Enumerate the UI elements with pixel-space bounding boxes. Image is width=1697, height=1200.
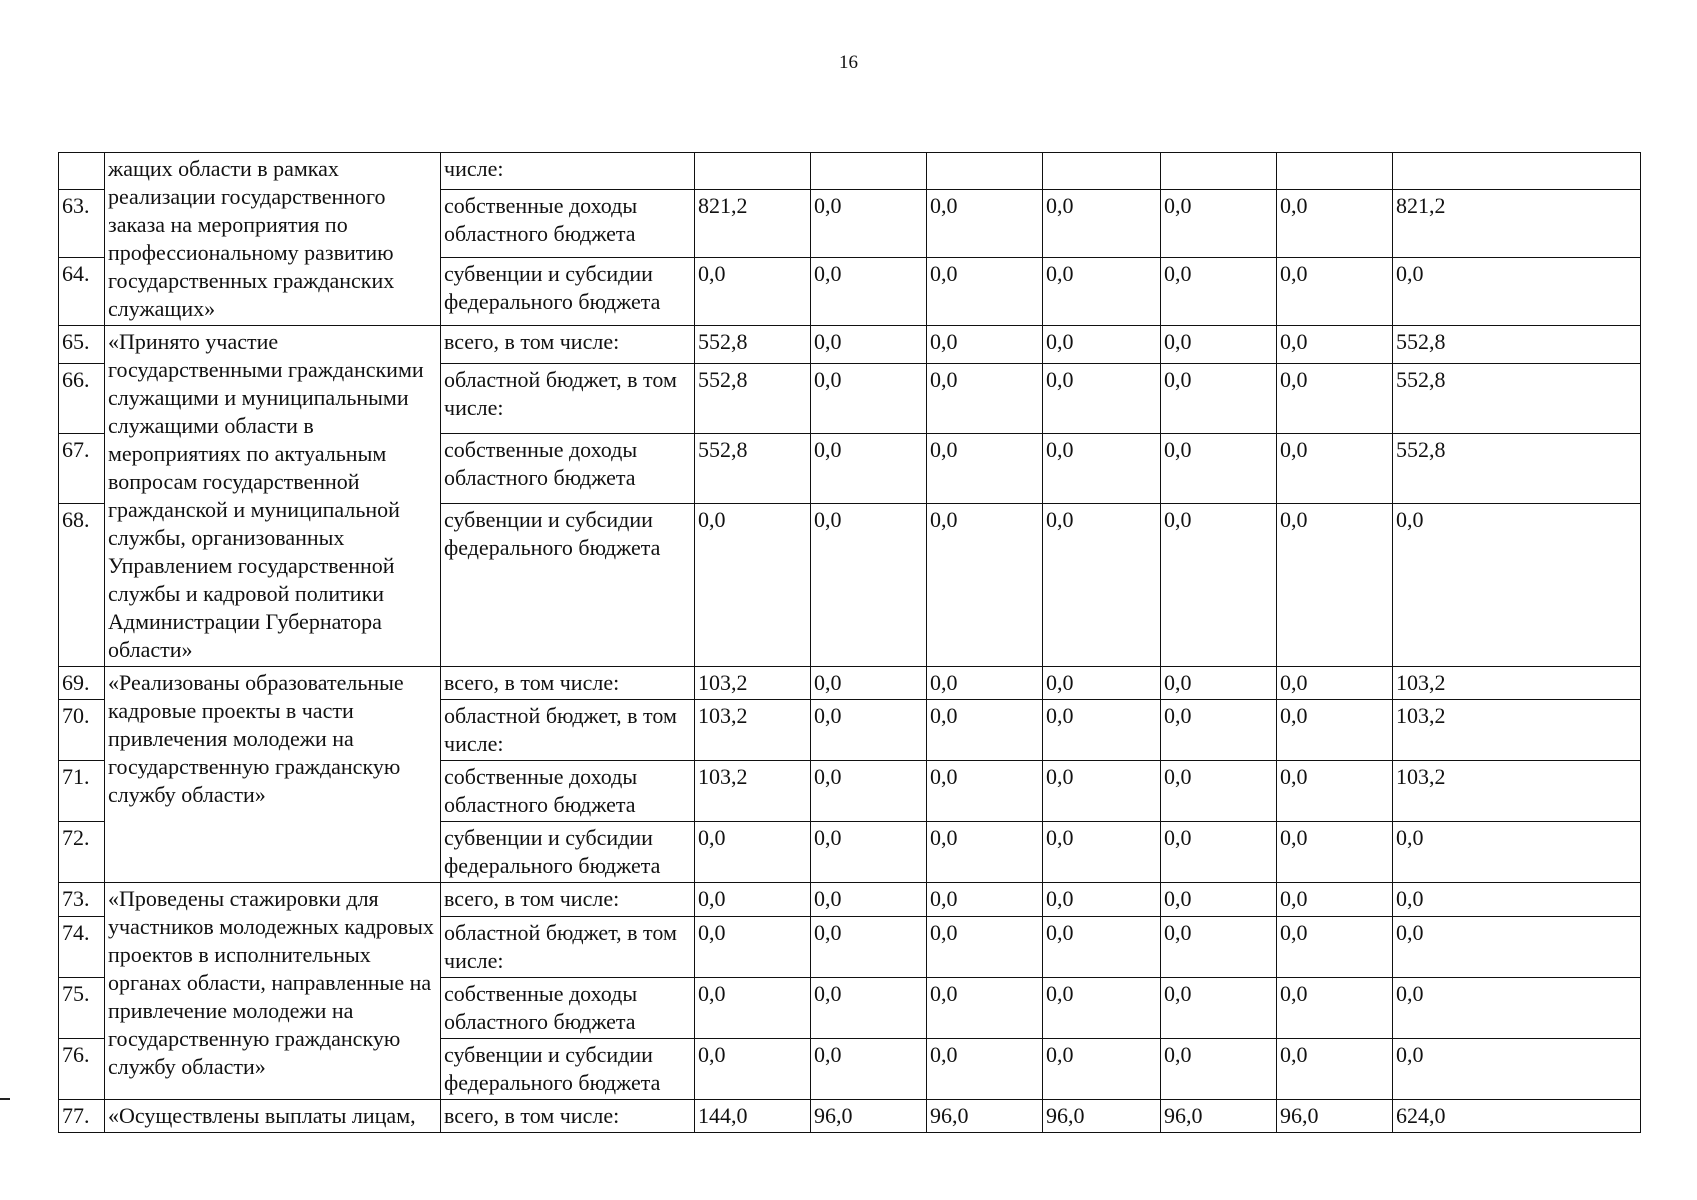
total-value-cell: 0,0 <box>1393 822 1641 883</box>
event-description: «Проведены стажировки для участников молодежных кадровых проектов в исполнительных органах области, направленные на привлечение молодежи на государственную гражданскую службу области» <box>105 883 441 1100</box>
year-value-cell: 0,0 <box>927 503 1043 666</box>
funding-source-label: областной бюджет, в том числе: <box>441 363 695 433</box>
year-value-cell: 0,0 <box>695 503 811 666</box>
year-value-cell <box>811 153 927 190</box>
funding-source-label: числе: <box>441 153 695 190</box>
year-value-cell: 0,0 <box>927 363 1043 433</box>
year-value-cell: 0,0 <box>1277 189 1393 257</box>
funding-source-label: всего, в том числе: <box>441 1100 695 1133</box>
year-value-cell: 0,0 <box>1161 1039 1277 1100</box>
year-value-cell: 0,0 <box>927 978 1043 1039</box>
year-value-cell: 0,0 <box>811 257 927 325</box>
year-value-cell: 103,2 <box>695 700 811 761</box>
total-value-cell <box>1393 153 1641 190</box>
year-value-cell: 0,0 <box>811 363 927 433</box>
year-value-cell <box>927 153 1043 190</box>
year-value-cell: 0,0 <box>927 667 1043 700</box>
year-value-cell: 0,0 <box>1161 917 1277 978</box>
year-value-cell <box>1161 153 1277 190</box>
table-row <box>59 153 1641 190</box>
table-row <box>59 883 1641 917</box>
total-value-cell: 0,0 <box>1393 503 1641 666</box>
table-row <box>59 1100 1641 1133</box>
year-value-cell: 0,0 <box>927 326 1043 364</box>
row-number: 71. <box>59 761 105 822</box>
row-number: 70. <box>59 700 105 761</box>
year-value-cell: 0,0 <box>1161 978 1277 1039</box>
row-number: 77. <box>59 1100 105 1133</box>
year-value-cell: 0,0 <box>695 978 811 1039</box>
year-value-cell: 0,0 <box>811 978 927 1039</box>
row-number: 74. <box>59 917 105 978</box>
row-number: 72. <box>59 822 105 883</box>
event-description: «Принято участие государственными гражданскими служащими и муниципальными служащими области в мероприятиях по актуальным вопросам государственной гражданской и муниципальной службы, организованных Управлением государственной службы и кадровой политики Администрации Губернатора области» <box>105 326 441 667</box>
funding-source-label: субвенции и субсидии федерального бюджета <box>441 503 695 666</box>
year-value-cell: 0,0 <box>1043 433 1161 503</box>
year-value-cell: 0,0 <box>1277 883 1393 917</box>
year-value-cell: 0,0 <box>1161 503 1277 666</box>
row-number: 69. <box>59 667 105 700</box>
event-description: «Реализованы образовательные кадровые проекты в части привлечения молодежи на государственную гражданскую службу области» <box>105 667 441 883</box>
total-value-cell: 0,0 <box>1393 978 1641 1039</box>
year-value-cell: 0,0 <box>1277 503 1393 666</box>
row-number: 67. <box>59 433 105 503</box>
total-value-cell: 0,0 <box>1393 257 1641 325</box>
budget-table <box>58 152 1641 1133</box>
year-value-cell: 0,0 <box>927 883 1043 917</box>
year-value-cell: 96,0 <box>927 1100 1043 1133</box>
year-value-cell: 821,2 <box>695 189 811 257</box>
year-value-cell: 0,0 <box>1161 257 1277 325</box>
funding-source-label: собственные доходы областного бюджета <box>441 761 695 822</box>
year-value-cell: 0,0 <box>811 667 927 700</box>
year-value-cell: 96,0 <box>1043 1100 1161 1133</box>
year-value-cell: 0,0 <box>1277 700 1393 761</box>
year-value-cell: 0,0 <box>695 917 811 978</box>
funding-source-label: субвенции и субсидии федерального бюджета <box>441 822 695 883</box>
year-value-cell: 0,0 <box>695 822 811 883</box>
funding-source-label: собственные доходы областного бюджета <box>441 189 695 257</box>
funding-source-label: собственные доходы областного бюджета <box>441 433 695 503</box>
row-number: 64. <box>59 257 105 325</box>
year-value-cell <box>1043 153 1161 190</box>
year-value-cell: 144,0 <box>695 1100 811 1133</box>
page-number: 16 <box>839 52 858 73</box>
total-value-cell: 821,2 <box>1393 189 1641 257</box>
year-value-cell: 0,0 <box>927 761 1043 822</box>
year-value-cell: 0,0 <box>811 433 927 503</box>
year-value-cell: 0,0 <box>1277 917 1393 978</box>
year-value-cell: 0,0 <box>1043 822 1161 883</box>
row-number: 63. <box>59 189 105 257</box>
year-value-cell: 0,0 <box>1277 667 1393 700</box>
row-number: 73. <box>59 883 105 917</box>
year-value-cell: 0,0 <box>1043 883 1161 917</box>
year-value-cell: 552,8 <box>695 363 811 433</box>
year-value-cell: 0,0 <box>695 257 811 325</box>
total-value-cell: 552,8 <box>1393 363 1641 433</box>
year-value-cell: 0,0 <box>695 1039 811 1100</box>
year-value-cell: 0,0 <box>811 1039 927 1100</box>
year-value-cell: 0,0 <box>1161 761 1277 822</box>
year-value-cell <box>1277 153 1393 190</box>
funding-source-label: субвенции и субсидии федерального бюджета <box>441 257 695 325</box>
year-value-cell: 0,0 <box>1277 978 1393 1039</box>
year-value-cell: 0,0 <box>1043 978 1161 1039</box>
year-value-cell: 0,0 <box>1043 503 1161 666</box>
year-value-cell: 0,0 <box>1277 822 1393 883</box>
total-value-cell: 0,0 <box>1393 1039 1641 1100</box>
year-value-cell: 96,0 <box>1277 1100 1393 1133</box>
total-value-cell: 552,8 <box>1393 433 1641 503</box>
year-value-cell: 0,0 <box>1043 917 1161 978</box>
year-value-cell: 0,0 <box>1161 700 1277 761</box>
year-value-cell: 96,0 <box>811 1100 927 1133</box>
row-number: 75. <box>59 978 105 1039</box>
year-value-cell: 0,0 <box>1277 326 1393 364</box>
year-value-cell: 0,0 <box>1277 1039 1393 1100</box>
year-value-cell: 96,0 <box>1161 1100 1277 1133</box>
row-number: 65. <box>59 326 105 364</box>
year-value-cell: 0,0 <box>1043 363 1161 433</box>
total-value-cell: 103,2 <box>1393 667 1641 700</box>
year-value-cell: 0,0 <box>811 883 927 917</box>
year-value-cell: 0,0 <box>811 700 927 761</box>
year-value-cell: 103,2 <box>695 667 811 700</box>
year-value-cell: 0,0 <box>927 917 1043 978</box>
table-body <box>59 153 1641 1133</box>
year-value-cell: 0,0 <box>1043 189 1161 257</box>
funding-source-label: собственные доходы областного бюджета <box>441 978 695 1039</box>
year-value-cell: 0,0 <box>1161 822 1277 883</box>
total-value-cell: 103,2 <box>1393 761 1641 822</box>
row-number <box>59 153 105 190</box>
margin-mark <box>0 1098 10 1100</box>
year-value-cell: 0,0 <box>927 257 1043 325</box>
year-value-cell: 0,0 <box>811 503 927 666</box>
row-number: 76. <box>59 1039 105 1100</box>
year-value-cell: 0,0 <box>811 822 927 883</box>
year-value-cell: 0,0 <box>811 917 927 978</box>
table-row <box>59 326 1641 364</box>
funding-source-label: всего, в том числе: <box>441 667 695 700</box>
year-value-cell: 0,0 <box>1277 433 1393 503</box>
year-value-cell: 0,0 <box>1277 363 1393 433</box>
year-value-cell: 0,0 <box>811 326 927 364</box>
year-value-cell: 0,0 <box>1043 1039 1161 1100</box>
year-value-cell: 0,0 <box>1043 761 1161 822</box>
funding-source-label: субвенции и субсидии федерального бюджета <box>441 1039 695 1100</box>
row-number: 66. <box>59 363 105 433</box>
year-value-cell <box>695 153 811 190</box>
year-value-cell: 0,0 <box>927 700 1043 761</box>
year-value-cell: 0,0 <box>927 822 1043 883</box>
year-value-cell: 0,0 <box>1161 883 1277 917</box>
total-value-cell: 0,0 <box>1393 917 1641 978</box>
funding-source-label: областной бюджет, в том числе: <box>441 917 695 978</box>
year-value-cell: 0,0 <box>1043 667 1161 700</box>
year-value-cell: 0,0 <box>927 189 1043 257</box>
total-value-cell: 0,0 <box>1393 883 1641 917</box>
year-value-cell: 0,0 <box>1161 433 1277 503</box>
year-value-cell: 0,0 <box>1043 257 1161 325</box>
table-row <box>59 667 1641 700</box>
funding-source-label: всего, в том числе: <box>441 326 695 364</box>
total-value-cell: 103,2 <box>1393 700 1641 761</box>
year-value-cell: 0,0 <box>695 883 811 917</box>
year-value-cell: 552,8 <box>695 326 811 364</box>
year-value-cell: 0,0 <box>1277 257 1393 325</box>
year-value-cell: 0,0 <box>1161 667 1277 700</box>
funding-source-label: областной бюджет, в том числе: <box>441 700 695 761</box>
funding-source-label: всего, в том числе: <box>441 883 695 917</box>
year-value-cell: 0,0 <box>927 1039 1043 1100</box>
row-number: 68. <box>59 503 105 666</box>
event-description: «Осуществлены выплаты лицам, <box>105 1100 441 1133</box>
event-description: жащих области в рамках реализации государственного заказа на мероприятия по профессиональному развитию государственных гражданских служащих» <box>105 153 441 326</box>
total-value-cell: 552,8 <box>1393 326 1641 364</box>
year-value-cell: 0,0 <box>1161 326 1277 364</box>
year-value-cell: 0,0 <box>927 433 1043 503</box>
year-value-cell: 0,0 <box>811 189 927 257</box>
year-value-cell: 0,0 <box>1277 761 1393 822</box>
year-value-cell: 0,0 <box>1043 326 1161 364</box>
year-value-cell: 552,8 <box>695 433 811 503</box>
year-value-cell: 0,0 <box>1161 363 1277 433</box>
year-value-cell: 0,0 <box>811 761 927 822</box>
year-value-cell: 103,2 <box>695 761 811 822</box>
year-value-cell: 0,0 <box>1043 700 1161 761</box>
total-value-cell: 624,0 <box>1393 1100 1641 1133</box>
year-value-cell: 0,0 <box>1161 189 1277 257</box>
